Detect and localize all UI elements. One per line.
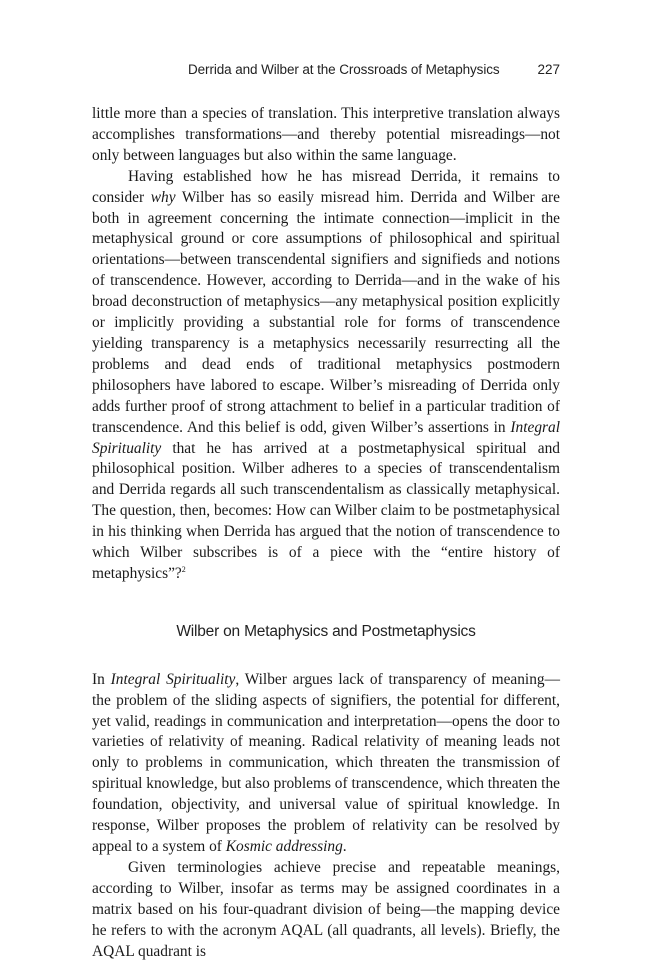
paragraph: [92, 167, 560, 585]
term: Kosmic addressing: [225, 838, 343, 855]
paragraph: [92, 670, 560, 858]
page-header: [92, 62, 560, 82]
paragraph-text: In: [92, 670, 111, 688]
book-title: Integral Spirituality: [92, 418, 560, 457]
paragraph-text: Having established how he has misread Derrida, it remains to consider: [92, 167, 560, 206]
paragraph-text: that he has arrived at a postmetaphysical spiritual and philosophical position. Wilber adheres to a species of transcendentalism and Derrida regards all such transcendentalism as classically metaphysical. The question, then, becomes: How can Wilber claim to be postmetaphysical in his thinking when Derrida has argued that the notion of transcendence to which Wilber subscribes is of a piece with the “entire history of metaphysics”?: [92, 439, 560, 582]
page-number: 227: [537, 62, 560, 77]
book-title: Integral Spirituality: [110, 670, 236, 688]
paragraph-text: little more than a species of translation. This interpretive translation always accomplishes transformations—and thereby potential misreadings—not only between languages but also within the same language.: [92, 105, 560, 164]
section-heading: Wilber on Metaphysics and Postmetaphysics: [176, 622, 476, 640]
paragraph-text: Wilber has so easily misread him. Derrida and Wilber are both in agreement concerning the intimate connection—implicit in the metaphysical ground or core assumptions of philosophical and spiritual orientations—between transcendental signifiers and signifieds and notions of transcendence. However, according to Derrida—and in the wake of his broad deconstruction of metaphysics—any metaphysical position explicitly or implicitly providing a substantial role for forms of transcendence yielding transparency is a metaphysics necessarily resurrecting all the problems and dead ends of traditional metaphysics postmodern philosophers have labored to escape. Wilber’s misreading of Derrida only adds further proof of strong attachment to belief in a particular tradition of transcendence. And this belief is odd, given Wilber’s assertions in: [92, 188, 560, 436]
paragraph: [92, 858, 560, 963]
body-text: [92, 104, 560, 962]
paragraph-text: Given terminologies achieve precise and repeatable meanings, according to Wilber, insofar as terms may be assigned coordinates in a matrix based on his four-quadrant division of being—the mapping device he refers to with the acronym AQAL (all quadrants, all levels). Briefly, the AQAL quadrant is: [92, 858, 560, 960]
emphasis: why: [150, 188, 176, 206]
footnote-marker[interactable]: 2: [181, 564, 186, 574]
paragraph-text: .: [342, 838, 347, 855]
running-head: Derrida and Wilber at the Crossroads of Metaphysics: [188, 62, 500, 77]
paragraph: [92, 104, 560, 167]
paragraph-text: , Wilber argues lack of transparency of meaning—the problem of the sliding aspects of signifiers, the potential for different, yet valid, readings in communication and interpretation—opens the door to varieties of relativity of meaning. Radical relativity of meaning leads not only to problems in communication, which threaten the transmission of spiritual knowledge, but also problems of transcendence, which threaten the foundation, objectivity, and universal value of spiritual knowledge. In response, Wilber proposes the problem of relativity can be resolved by appeal to a system of: [92, 670, 560, 855]
